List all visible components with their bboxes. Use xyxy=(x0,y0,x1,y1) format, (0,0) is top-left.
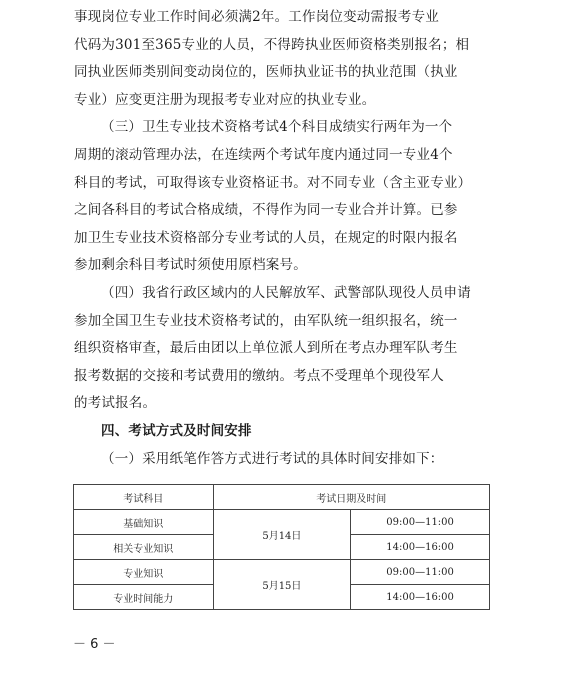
subject-cell: 专业知识 xyxy=(74,560,214,585)
section-heading: 四、考试方式及时间安排 xyxy=(101,422,252,439)
subject-cell: 基础知识 xyxy=(74,510,214,535)
subject-cell: 相关专业知识 xyxy=(74,535,214,560)
header-subject: 考试科目 xyxy=(74,485,214,510)
table-row xyxy=(74,560,490,585)
subject-cell: 专业时间能力 xyxy=(74,585,214,610)
paragraph-line: 参加全国卫生专业技术资格考试的，由军队统一组织报名，统一 xyxy=(74,312,458,329)
paragraph-line: （一）采用纸笔作答方式进行考试的具体时间安排如下： xyxy=(101,450,444,467)
paragraph-line: 周期的滚动管理办法，在连续两个考试年度内通过同一专业4个 xyxy=(74,146,453,163)
page-number: － 6 － xyxy=(73,637,116,652)
date-cell: 5月15日 xyxy=(213,560,351,610)
paragraph-line: 事现岗位专业工作时间必须满2年。工作岗位变动需报考专业 xyxy=(74,9,439,25)
paragraph-line: 报考数据的交接和考试费用的缴纳。考点不受理单个现役军人 xyxy=(74,367,444,384)
paragraph-line: 专业）应变更注册为现报考专业对应的执业专业。 xyxy=(74,91,376,108)
document-body xyxy=(74,4,496,473)
time-cell: 14:00—16:00 xyxy=(351,585,490,610)
paragraph-line: 之间各科目的考试合格成绩，不得作为同一专业合并计算。已参 xyxy=(74,202,458,219)
table-header-row xyxy=(74,485,490,510)
date-cell: 5月14日 xyxy=(213,510,351,560)
paragraph-line: （四）我省行政区域内的人民解放军、武警部队现役人员申请 xyxy=(101,284,471,301)
time-cell: 14:00—16:00 xyxy=(351,535,490,560)
paragraph-line: 加卫生专业技术资格部分专业考试的人员，在规定的时限内报名 xyxy=(74,229,458,246)
paragraph-line: 同执业医师类别间变动岗位的，医师执业证书的执业范围（执业 xyxy=(74,64,458,81)
paragraph-line: 组织资格审查，最后由团以上单位派人到所在考点办理军队考生 xyxy=(74,340,458,357)
paragraph-line: 的考试报名。 xyxy=(74,395,157,412)
paragraph-line: （三）卫生专业技术资格考试4个科目成绩实行两年为一个 xyxy=(101,119,453,136)
paragraph-line: 参加剩余科目考试时须使用原档案号。 xyxy=(74,257,307,274)
table-row xyxy=(74,510,490,535)
time-cell: 09:00—11:00 xyxy=(351,560,490,585)
header-date-time: 考试日期及时间 xyxy=(213,485,489,510)
exam-schedule-table xyxy=(73,484,490,610)
time-cell: 09:00—11:00 xyxy=(351,510,490,535)
paragraph-line: 代码为301至365专业的人员，不得跨执业医师资格类别报名；相 xyxy=(74,36,470,53)
paragraph-line: 科目的考试，可取得该专业资格证书。对不同专业（含主亚专业） xyxy=(74,174,472,191)
